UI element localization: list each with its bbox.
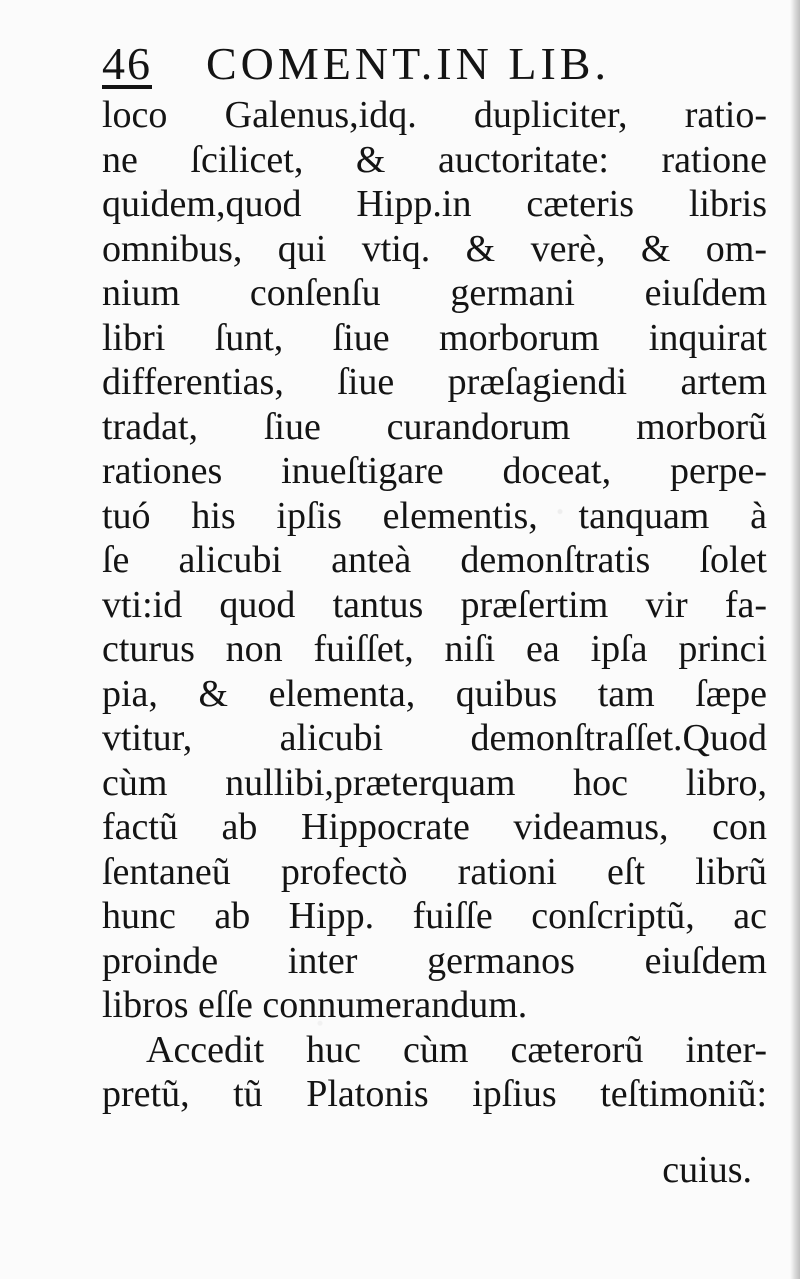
text-line: ſe alicubi anteà demonſtratis ſolet bbox=[102, 539, 767, 581]
text-line: libri ſunt, ſiue morborum inquirat bbox=[102, 316, 767, 359]
text-line: differentias, ſiue præſagiendi artem bbox=[102, 361, 767, 403]
text-line: vti:id quod tantus præſertim vir fa- bbox=[102, 583, 767, 626]
text-line: nium conſenſu germani eiuſdem bbox=[102, 272, 767, 314]
page-header bbox=[102, 38, 762, 90]
paragraph-end-line: libros eſſe connumerandum. bbox=[102, 984, 528, 1026]
text-block bbox=[102, 93, 767, 1117]
text-line: cturus non fuiſſet, niſi ea ipſa princi bbox=[102, 628, 767, 670]
paragraph-start-line: Accedit huc cùm cæterorũ inter- bbox=[146, 1028, 767, 1071]
text-line: tradat, ſiue curandorum morborũ bbox=[102, 405, 767, 448]
text-line: quidem,quod Hipp.in cæteris libris bbox=[102, 183, 767, 225]
text-line: tuó his ipſis elementis, tanquam à bbox=[102, 494, 767, 537]
page-number: 46 bbox=[102, 38, 152, 89]
text-line: hunc ab Hipp. fuiſſe conſcriptũ, ac bbox=[102, 895, 767, 937]
catchword: cuius. bbox=[662, 1149, 752, 1191]
text-line: rationes inueſtigare doceat, perpe- bbox=[102, 450, 767, 492]
text-line: pia, & elementa, quibus tam ſæpe bbox=[102, 672, 767, 715]
text-line: omnibus, qui vtiq. & verè, & om- bbox=[102, 227, 767, 270]
text-line: pretũ, tũ Platonis ipſius teſtimoniũ: bbox=[102, 1073, 767, 1115]
page-edge-shadow bbox=[790, 0, 800, 1279]
text-line: proinde inter germanos eiuſdem bbox=[102, 939, 767, 982]
text-line: ſentaneũ profectò rationi eſt librũ bbox=[102, 850, 767, 893]
text-line: vtitur, alicubi demonſtraſſet.Quod bbox=[102, 717, 767, 759]
text-line: loco Galenus,idq. dupliciter, ratio- bbox=[102, 94, 767, 136]
running-title: COMENT.IN LIB. bbox=[206, 38, 610, 89]
text-line: factũ ab Hippocrate videamus, con bbox=[102, 806, 767, 848]
text-line: ne ſcilicet, & auctoritate: ratione bbox=[102, 138, 767, 181]
text-line: cùm nullibi,præterquam hoc libro, bbox=[102, 761, 767, 804]
